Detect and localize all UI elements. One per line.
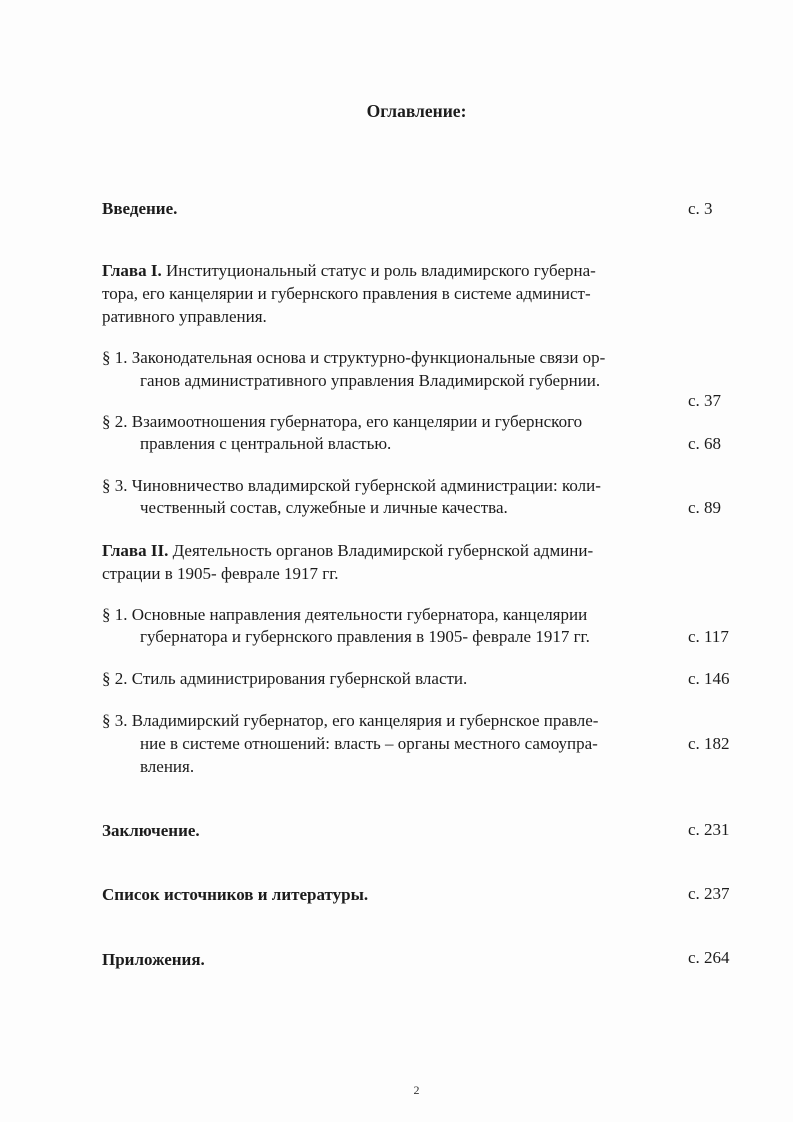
chapter2-section3-line3: вления. xyxy=(140,757,195,776)
toc-title: Оглавление: xyxy=(366,101,467,121)
chapter2-title-line2: страции в 1905- феврале 1917 гг. xyxy=(102,564,339,583)
toc-intro-page: с. 3 xyxy=(688,199,713,218)
toc-appendix-label: Приложения. xyxy=(102,950,205,969)
toc-conclusion-label: Заключение. xyxy=(102,821,200,840)
toc-intro-label: Введение. xyxy=(102,199,178,218)
chapter1-section1-line2: ганов административного управления Владимирской губернии. xyxy=(140,371,601,390)
chapter2-section1-line2: губернатора и губернского правления в 1905- феврале 1917 гг. xyxy=(140,627,590,646)
page-number: 2 xyxy=(413,1083,420,1097)
chapter1-section2-page: с. 68 xyxy=(688,434,722,453)
chapter2-section3-line1: § 3. Владимирский губернатор, его канцелярия и губернское правле- xyxy=(102,711,599,730)
chapter2-section3-page: с. 182 xyxy=(688,734,730,753)
chapter1-section3-page: с. 89 xyxy=(688,498,722,517)
chapter2-section1-page: с. 117 xyxy=(688,627,729,646)
toc-chapter1-heading xyxy=(102,260,596,282)
chapter2-section2-page: с. 146 xyxy=(688,669,730,688)
chapter2-section2-line1: § 2. Стиль администрирования губернской власти. xyxy=(102,669,468,688)
chapter2-label: Глава II. xyxy=(102,541,169,560)
toc-chapter2-heading xyxy=(102,540,593,562)
chapter1-section1-line1: § 1. Законодательная основа и структурно-функциональные связи ор- xyxy=(102,348,606,367)
chapter1-label: Глава I. xyxy=(102,261,162,280)
chapter1-section2-line2: правления с центральной властью. xyxy=(140,434,392,453)
chapter2-section3-line2: ние в системе отношений: власть – органы местного самоупра- xyxy=(140,734,598,753)
chapter1-section1-page: с. 37 xyxy=(688,391,722,410)
chapter1-section3-line2: чественный состав, служебные и личные качества. xyxy=(140,498,508,517)
chapter1-section2-line1: § 2. Взаимоотношения губернатора, его канцелярии и губернского xyxy=(102,412,583,431)
toc-conclusion-page: с. 231 xyxy=(688,820,730,839)
chapter1-title-line2: тора, его канцелярии и губернского правления в системе админист- xyxy=(102,284,591,303)
toc-appendix-page: с. 264 xyxy=(688,948,730,967)
toc-sources-label: Список источников и литературы. xyxy=(102,885,369,904)
chapter2-title-line1: Деятельность органов Владимирской губернской админи- xyxy=(168,541,594,560)
toc-sources-page: с. 237 xyxy=(688,884,730,903)
chapter1-section3-line1: § 3. Чиновничество владимирской губернской администрации: коли- xyxy=(102,476,601,495)
chapter1-title-line1: Институциональный статус и роль владимирского губерна- xyxy=(161,261,596,280)
chapter1-title-line3: ративного управления. xyxy=(102,307,267,326)
chapter2-section1-line1: § 1. Основные направления деятельности губернатора, канцелярии xyxy=(102,605,588,624)
